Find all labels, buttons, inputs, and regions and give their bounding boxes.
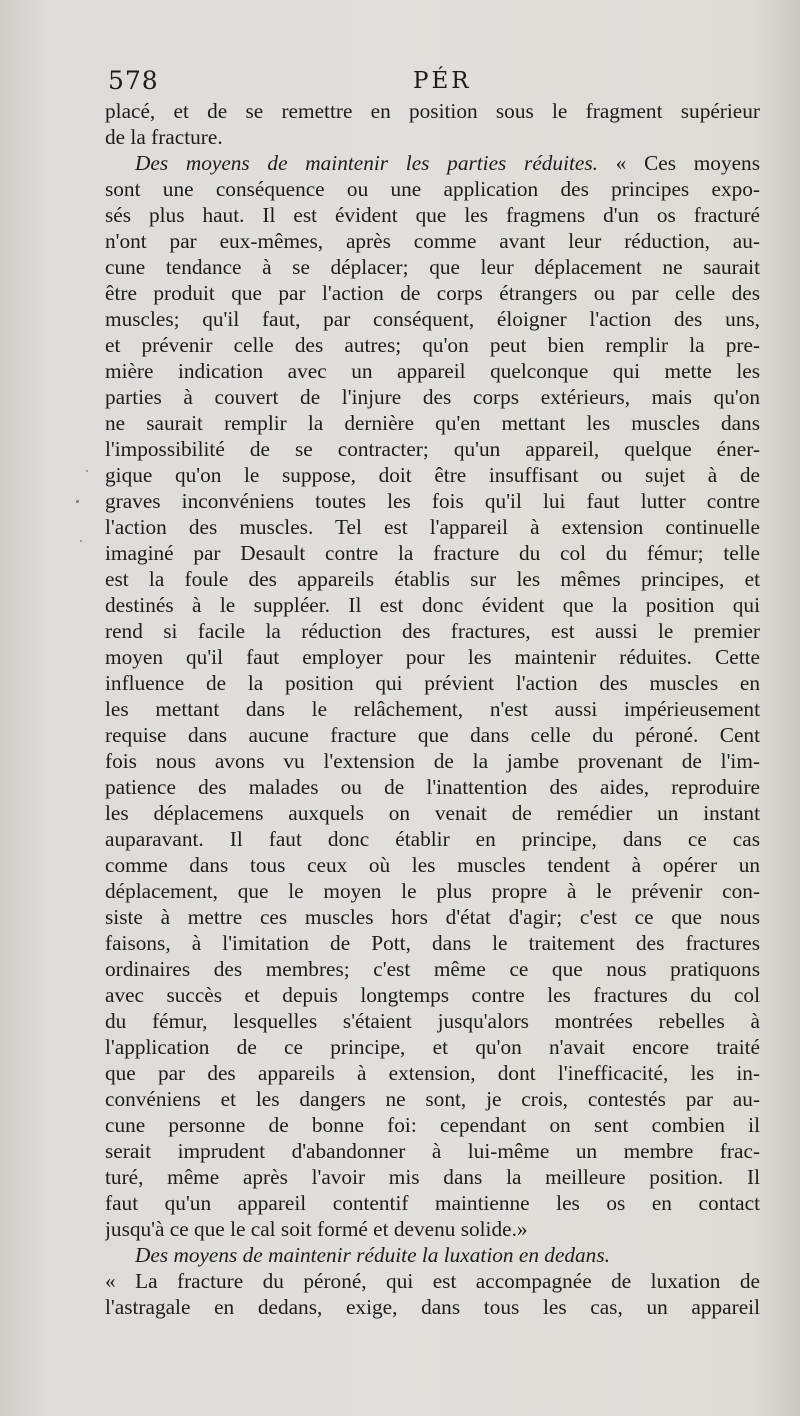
text-line: siste à mettre ces muscles hors d'état d'agir; c'est ce que nous: [105, 905, 760, 929]
text-line: ne saurait remplir la dernière qu'en mettant les muscles dans: [105, 411, 760, 435]
text-line: parties à couvert de l'injure des corps extérieurs, mais qu'on: [105, 385, 760, 409]
text-line: l'application de ce principe, et qu'on n'avait encore traité: [105, 1035, 760, 1059]
text-line: patience des malades ou de l'inattention des aides, reproduire: [105, 775, 760, 799]
body-text: [105, 98, 760, 1320]
text-line: comme dans tous ceux où les muscles tendent à opérer un: [105, 853, 760, 877]
text-line: l'astragale en dedans, exige, dans tous les cas, un appareil: [105, 1295, 760, 1319]
text-run: « Ces moyens: [597, 151, 760, 175]
text-line: auparavant. Il faut donc établir en principe, dans ce cas: [105, 827, 760, 851]
text-line: gique qu'on le suppose, doit être insuffisant ou sujet à de: [105, 463, 760, 487]
text-line: l'action des muscles. Tel est l'appareil à extension continuelle: [105, 515, 760, 539]
text-line: que par des appareils à extension, dont l'inefficacité, les in-: [105, 1061, 760, 1085]
text-line: influence de la position qui prévient l'action des muscles en: [105, 671, 760, 695]
text-line: « La fracture du péroné, qui est accompagnée de luxation de: [105, 1269, 760, 1293]
text-line: turé, même après l'avoir mis dans la meilleure position. Il: [105, 1165, 760, 1189]
text-line: placé, et de se remettre en position sous le fragment supérieur: [105, 99, 760, 123]
text-line: jusqu'à ce que le cal soit formé et devenu solide.»: [105, 1217, 528, 1241]
text-line: moyen qu'il faut employer pour les maintenir réduites. Cette: [105, 645, 760, 669]
text-line: du fémur, lesquelles s'étaient jusqu'alors montrées rebelles à: [105, 1009, 760, 1033]
text-line: imaginé par Desault contre la fracture du col du fémur; telle: [105, 541, 760, 565]
text-line: fois nous avons vu l'extension de la jambe provenant de l'im-: [105, 749, 760, 773]
text-line: les déplacemens auxquels on venait de remédier un instant: [105, 801, 760, 825]
text-line: ordinaires des membres; c'est même ce que nous pratiquons: [105, 957, 760, 981]
text-line: cune personne de bonne foi: cependant on sent combien il: [105, 1113, 760, 1137]
page-number: 578: [108, 66, 159, 95]
text-line: sont une conséquence ou une application des principes expo-: [105, 177, 760, 201]
text-line: muscles; qu'il faut, par conséquent, éloigner l'action des uns,: [105, 307, 760, 331]
print-speck: [80, 540, 82, 542]
text-line: convéniens et les dangers ne sont, je crois, contestés par au-: [105, 1087, 760, 1111]
text-line: faut qu'un appareil contentif maintienne les os en contact: [105, 1191, 760, 1215]
text-line: requise dans aucune fracture que dans celle du péroné. Cent: [105, 723, 760, 747]
text-line: est la foule des appareils établis sur les mêmes principes, et: [105, 567, 760, 591]
text-line: l'impossibilité de se contracter; qu'un appareil, quelque éner-: [105, 437, 760, 461]
section-heading: Des moyens de maintenir les parties réduites.: [135, 151, 598, 175]
print-speck: [86, 470, 88, 472]
text-line: graves inconvéniens toutes les fois qu'il lui faut lutter contre: [105, 489, 760, 513]
text-line: et prévenir celle des autres; qu'on peut bien remplir la pre-: [105, 333, 760, 357]
text-line: [105, 150, 760, 176]
text-line: mière indication avec un appareil quelconque qui mette les: [105, 359, 760, 383]
text-line: sés plus haut. Il est évident que les fragmens d'un os fracturé: [105, 203, 760, 227]
text-line: de la fracture.: [105, 125, 223, 149]
text-line: [105, 1242, 760, 1268]
section-heading: Des moyens de maintenir réduite la luxation en dedans.: [135, 1243, 610, 1267]
running-head: PÉR: [413, 68, 472, 94]
text-line: serait imprudent d'abandonner à lui-même un membre frac-: [105, 1139, 760, 1163]
page-header: [108, 66, 758, 96]
text-line: avec succès et depuis longtemps contre les fractures du col: [105, 983, 760, 1007]
print-speck: [76, 500, 79, 503]
text-line: les mettant dans le relâchement, n'est aussi impérieusement: [105, 697, 760, 721]
text-line: cune tendance à se déplacer; que leur déplacement ne saurait: [105, 255, 760, 279]
text-line: n'ont par eux-mêmes, après comme avant leur réduction, au-: [105, 229, 760, 253]
text-line: destinés à le suppléer. Il est donc évident que la position qui: [105, 593, 760, 617]
text-line: faisons, à l'imitation de Pott, dans le traitement des fractures: [105, 931, 760, 955]
text-line: rend si facile la réduction des fractures, est aussi le premier: [105, 619, 760, 643]
text-line: déplacement, que le moyen le plus propre à le prévenir con-: [105, 879, 760, 903]
text-line: être produit que par l'action de corps étrangers ou par celle des: [105, 281, 760, 305]
